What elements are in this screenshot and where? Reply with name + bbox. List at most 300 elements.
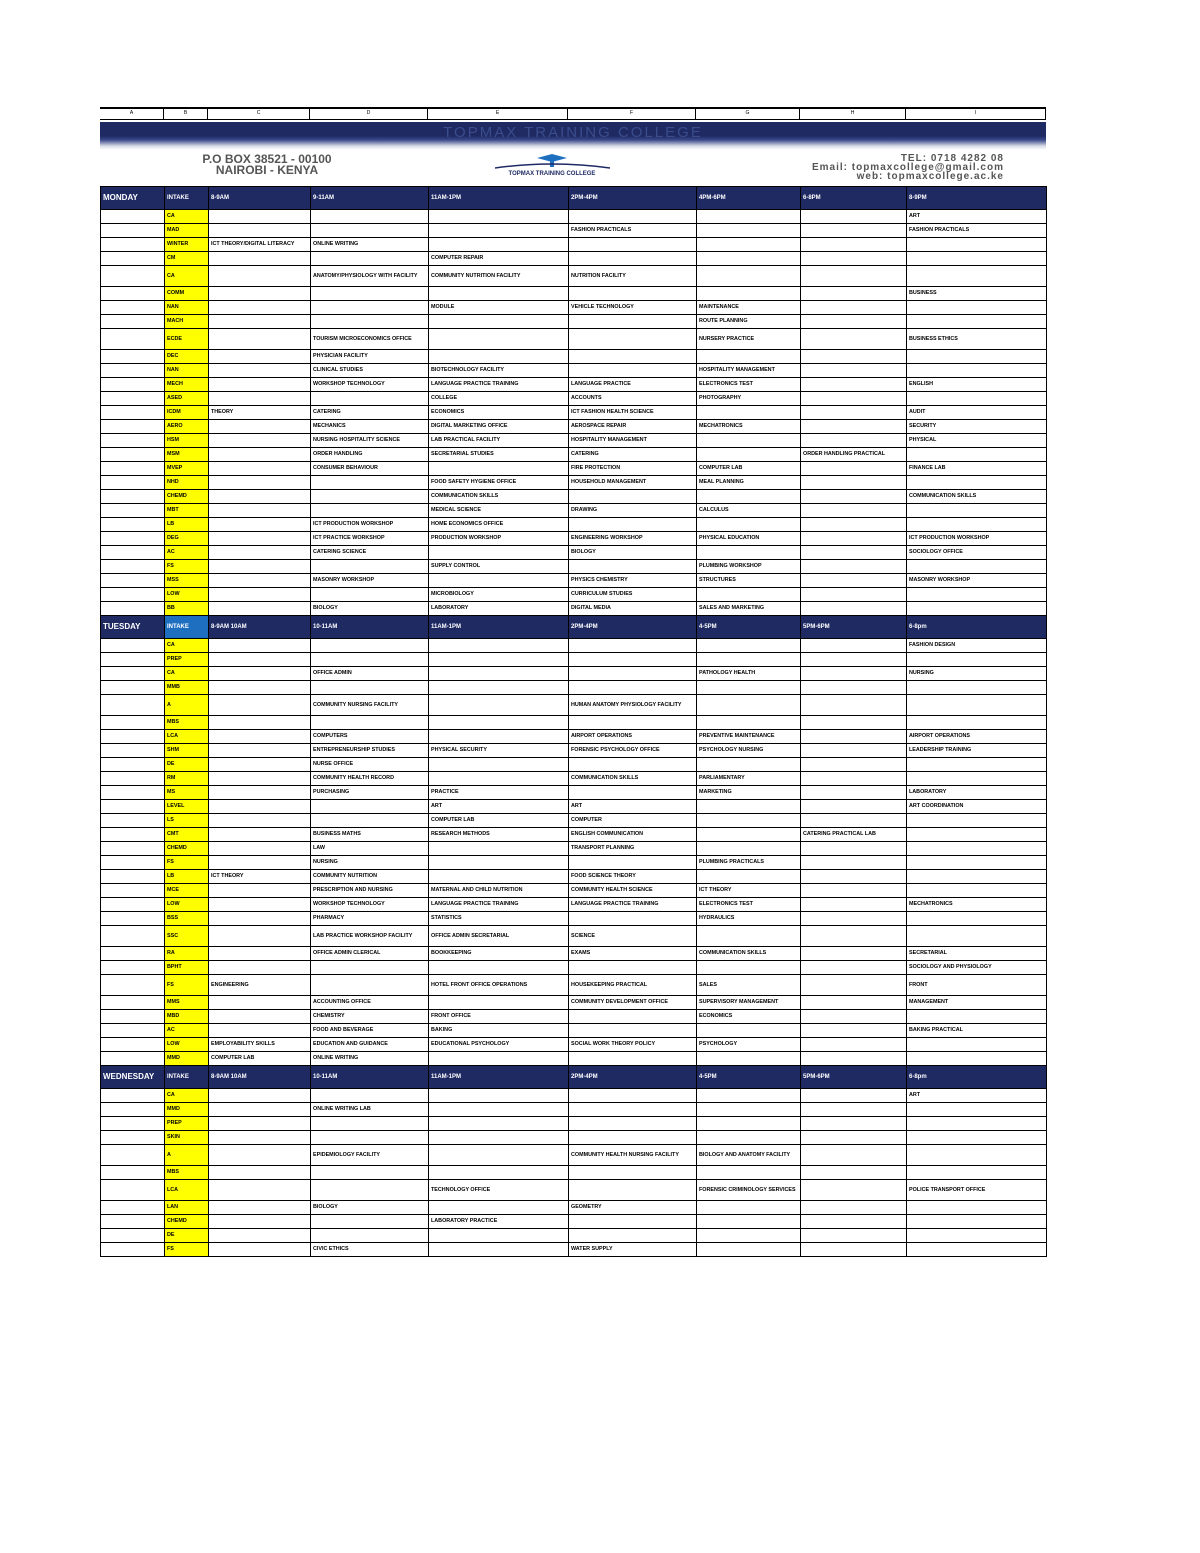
intake-code: PREP [165, 653, 209, 667]
day-header-row [101, 187, 1047, 210]
class-cell [801, 350, 907, 364]
timetable-row [101, 420, 1047, 434]
class-cell: ICT PRODUCTION WORKSHOP [311, 518, 429, 532]
timetable-row [101, 926, 1047, 947]
day-cell [101, 996, 165, 1010]
class-cell [209, 1089, 311, 1103]
class-cell [429, 870, 569, 884]
class-cell: MECHATRONICS [907, 898, 1047, 912]
class-cell: ELECTRONICS TEST [697, 898, 801, 912]
timetable-row [101, 1010, 1047, 1024]
intake-code: ASED [165, 392, 209, 406]
class-cell [697, 224, 801, 238]
class-cell [311, 490, 429, 504]
day-cell [101, 588, 165, 602]
day-cell [101, 434, 165, 448]
class-cell [697, 266, 801, 287]
class-cell [697, 448, 801, 462]
class-cell: DIGITAL MEDIA [569, 602, 697, 616]
day-cell [101, 695, 165, 716]
class-cell [801, 1038, 907, 1052]
intake-code: CA [165, 266, 209, 287]
class-cell: HOSPITALITY MANAGEMENT [697, 364, 801, 378]
class-cell [697, 1131, 801, 1145]
class-cell [801, 560, 907, 574]
class-cell [907, 758, 1047, 772]
day-cell [101, 420, 165, 434]
class-cell: MECHANICS [311, 420, 429, 434]
class-cell: LAB PRACTICE WORKSHOP FACILITY [311, 926, 429, 947]
class-cell: HYDRAULICS [697, 912, 801, 926]
class-cell [801, 434, 907, 448]
banner-title: TOPMAX TRAINING COLLEGE [443, 124, 703, 141]
class-cell [697, 287, 801, 301]
day-cell [101, 786, 165, 800]
class-cell [569, 560, 697, 574]
day-cell [101, 224, 165, 238]
class-cell [907, 814, 1047, 828]
class-cell [429, 350, 569, 364]
class-cell [429, 1243, 569, 1257]
intake-code: CA [165, 639, 209, 653]
class-cell: SCIENCE [569, 926, 697, 947]
day-cell [101, 828, 165, 842]
class-cell [569, 716, 697, 730]
class-cell [569, 961, 697, 975]
time-slot-header: 2PM-4PM [569, 187, 697, 210]
day-cell [101, 884, 165, 898]
intake-code: FS [165, 560, 209, 574]
class-cell [209, 716, 311, 730]
class-cell [801, 786, 907, 800]
class-cell [429, 1117, 569, 1131]
intake-code: CMT [165, 828, 209, 842]
class-cell: CLINICAL STUDIES [311, 364, 429, 378]
intake-code: LOW [165, 1038, 209, 1052]
class-cell: MATERNAL AND CHILD NUTRITION [429, 884, 569, 898]
class-cell [801, 639, 907, 653]
class-cell: HOUSEKEEPING PRACTICAL [569, 975, 697, 996]
class-cell [209, 350, 311, 364]
class-cell [569, 681, 697, 695]
intake-code: NHD [165, 476, 209, 490]
class-cell: SUPERVISORY MANAGEMENT [697, 996, 801, 1010]
class-cell [209, 695, 311, 716]
time-slot-header: 8-9AM 10AM [209, 616, 311, 639]
class-cell: OFFICE ADMIN SECRETARIAL [429, 926, 569, 947]
class-cell [801, 716, 907, 730]
class-cell [801, 602, 907, 616]
class-cell [907, 1117, 1047, 1131]
intake-code: NAN [165, 364, 209, 378]
class-cell [907, 504, 1047, 518]
class-cell: COMMUNITY NURSING FACILITY [311, 695, 429, 716]
day-cell [101, 681, 165, 695]
class-cell: NURSING [311, 856, 429, 870]
class-cell: ROUTE PLANNING [697, 315, 801, 329]
intake-code: ICDM [165, 406, 209, 420]
class-cell [907, 315, 1047, 329]
class-cell [697, 961, 801, 975]
class-cell: THEORY [209, 406, 311, 420]
column-letter: G [696, 109, 800, 119]
class-cell [697, 1117, 801, 1131]
class-cell: MASONRY WORKSHOP [907, 574, 1047, 588]
timetable [100, 186, 1047, 1257]
class-cell [209, 504, 311, 518]
class-cell [801, 532, 907, 546]
class-cell [209, 772, 311, 786]
intake-code: LCA [165, 1180, 209, 1201]
intake-code: MMD [165, 1103, 209, 1117]
class-cell: WATER SUPPLY [569, 1243, 697, 1257]
class-cell: CHEMISTRY [311, 1010, 429, 1024]
class-cell: PRACTICE [429, 786, 569, 800]
intake-code: MBS [165, 716, 209, 730]
class-cell [801, 681, 907, 695]
class-cell [311, 1117, 429, 1131]
class-cell [569, 252, 697, 266]
timetable-row [101, 588, 1047, 602]
class-cell [697, 434, 801, 448]
time-slot-header: 4-5PM [697, 1066, 801, 1089]
class-cell: BIOLOGY [311, 1201, 429, 1215]
class-cell [907, 602, 1047, 616]
class-cell [311, 639, 429, 653]
day-cell [101, 1038, 165, 1052]
class-cell: COMPUTER [569, 814, 697, 828]
class-cell: ONLINE WRITING LAB [311, 1103, 429, 1117]
class-cell: ECONOMICS [429, 406, 569, 420]
class-cell [697, 1024, 801, 1038]
class-cell: HOSPITALITY MANAGEMENT [569, 434, 697, 448]
class-cell [801, 898, 907, 912]
class-cell: COMMUNITY HEALTH SCIENCE [569, 884, 697, 898]
class-cell: MEAL PLANNING [697, 476, 801, 490]
class-cell [209, 315, 311, 329]
timetable-row [101, 378, 1047, 392]
class-cell [429, 546, 569, 560]
class-cell [209, 996, 311, 1010]
class-cell: COMMUNICATION SKILLS [569, 772, 697, 786]
class-cell [569, 287, 697, 301]
intake-code: AERO [165, 420, 209, 434]
class-cell [801, 406, 907, 420]
time-slot-header: 8-9AM [209, 187, 311, 210]
timetable-row [101, 961, 1047, 975]
class-cell [429, 224, 569, 238]
class-cell [569, 1103, 697, 1117]
class-cell [209, 884, 311, 898]
class-cell [907, 1166, 1047, 1180]
class-cell: BOOKKEEPING [429, 947, 569, 961]
timetable-row [101, 392, 1047, 406]
class-cell [209, 828, 311, 842]
intake-code: MMS [165, 996, 209, 1010]
class-cell [801, 870, 907, 884]
intake-code: MCE [165, 884, 209, 898]
class-cell: COMMUNITY NUTRITION [311, 870, 429, 884]
class-cell [209, 532, 311, 546]
class-cell: ICT PRACTICE WORKSHOP [311, 532, 429, 546]
class-cell: LABORATORY [429, 602, 569, 616]
class-cell [801, 1103, 907, 1117]
class-cell [907, 518, 1047, 532]
class-cell [209, 1103, 311, 1117]
intake-code: CHEMD [165, 1215, 209, 1229]
class-cell: WORKSHOP TECHNOLOGY [311, 898, 429, 912]
class-cell [697, 546, 801, 560]
class-cell [907, 1131, 1047, 1145]
class-cell [907, 716, 1047, 730]
class-cell: HOTEL FRONT OFFICE OPERATIONS [429, 975, 569, 996]
class-cell: ONLINE WRITING [311, 1052, 429, 1066]
class-cell [697, 1166, 801, 1180]
class-cell [697, 758, 801, 772]
class-cell [801, 329, 907, 350]
intake-code: COMM [165, 287, 209, 301]
class-cell [209, 490, 311, 504]
class-cell: PREVENTIVE MAINTENANCE [697, 730, 801, 744]
class-cell [569, 1131, 697, 1145]
day-cell [101, 856, 165, 870]
class-cell [311, 315, 429, 329]
class-cell: COLLEGE [429, 392, 569, 406]
day-cell [101, 842, 165, 856]
day-cell [101, 1052, 165, 1066]
column-header-row [100, 107, 1046, 120]
class-cell: SOCIOLOGY AND PHYSIOLOGY [907, 961, 1047, 975]
class-cell: SALES AND MARKETING [697, 602, 801, 616]
class-cell [801, 392, 907, 406]
class-cell: PHYSICAL EDUCATION [697, 532, 801, 546]
class-cell [697, 1229, 801, 1243]
class-cell [429, 238, 569, 252]
timetable-row [101, 364, 1047, 378]
class-cell: CONSUMER BEHAVIOUR [311, 462, 429, 476]
class-cell [209, 1180, 311, 1201]
class-cell: BIOLOGY [569, 546, 697, 560]
svg-text:TOPMAX TRAINING COLLEGE: TOPMAX TRAINING COLLEGE [508, 171, 596, 177]
class-cell: CURRICULUM STUDIES [569, 588, 697, 602]
time-slot-header: 8-9PM [907, 187, 1047, 210]
class-cell [209, 434, 311, 448]
class-cell: FASHION PRACTICALS [569, 224, 697, 238]
class-cell [569, 518, 697, 532]
timetable-row [101, 210, 1047, 224]
intake-code: MBS [165, 1166, 209, 1180]
contact-block [100, 150, 1046, 186]
timetable-row [101, 800, 1047, 814]
intake-code: DE [165, 1229, 209, 1243]
timetable-sheet [100, 107, 1046, 1257]
time-slot-header: 4-5PM [697, 616, 801, 639]
intake-code: SSC [165, 926, 209, 947]
class-cell [801, 476, 907, 490]
class-cell [209, 462, 311, 476]
class-cell [801, 856, 907, 870]
timetable-row [101, 504, 1047, 518]
class-cell [429, 681, 569, 695]
day-cell [101, 1010, 165, 1024]
class-cell: SECRETARIAL [907, 947, 1047, 961]
class-cell: FOOD SAFETY HYGIENE OFFICE [429, 476, 569, 490]
timetable-row [101, 1038, 1047, 1052]
class-cell [209, 560, 311, 574]
class-cell: TOURISM MICROECONOMICS OFFICE [311, 329, 429, 350]
time-slot-header: 11AM-1PM [429, 187, 569, 210]
class-cell [209, 786, 311, 800]
class-cell: PHYSICS CHEMISTRY [569, 574, 697, 588]
class-cell: FINANCE LAB [907, 462, 1047, 476]
class-cell: STATISTICS [429, 912, 569, 926]
timetable-row [101, 1166, 1047, 1180]
class-cell: ICT PRODUCTION WORKSHOP [907, 532, 1047, 546]
timetable-row [101, 476, 1047, 490]
class-cell: ICT THEORY/DIGITAL LITERACY [209, 238, 311, 252]
class-cell [801, 1180, 907, 1201]
class-cell [801, 462, 907, 476]
class-cell [311, 975, 429, 996]
class-cell [907, 350, 1047, 364]
class-cell: COMPUTER LAB [429, 814, 569, 828]
intake-code: CM [165, 252, 209, 266]
class-cell: ONLINE WRITING [311, 238, 429, 252]
day-cell [101, 926, 165, 947]
class-cell [697, 238, 801, 252]
class-cell [907, 856, 1047, 870]
class-cell [907, 392, 1047, 406]
class-cell: COMPUTER LAB [697, 462, 801, 476]
timetable-row [101, 639, 1047, 653]
class-cell [907, 912, 1047, 926]
class-cell [209, 1215, 311, 1229]
class-cell [907, 1010, 1047, 1024]
day-cell [101, 406, 165, 420]
timetable-row [101, 1117, 1047, 1131]
intake-code: A [165, 1145, 209, 1166]
class-cell [907, 364, 1047, 378]
class-cell [429, 695, 569, 716]
class-cell [311, 1229, 429, 1243]
timetable-row [101, 786, 1047, 800]
class-cell: ART [569, 800, 697, 814]
timetable-row [101, 462, 1047, 476]
class-cell: VEHICLE TECHNOLOGY [569, 301, 697, 315]
class-cell [801, 1243, 907, 1257]
class-cell [801, 1117, 907, 1131]
class-cell [209, 252, 311, 266]
timetable-row [101, 667, 1047, 681]
day-cell [101, 602, 165, 616]
timetable-row [101, 329, 1047, 350]
class-cell [697, 1103, 801, 1117]
class-cell [569, 1010, 697, 1024]
class-cell: COMMUNICATION SKILLS [429, 490, 569, 504]
class-cell: COMMUNITY NUTRITION FACILITY [429, 266, 569, 287]
class-cell [311, 588, 429, 602]
class-cell [569, 490, 697, 504]
timetable-row [101, 287, 1047, 301]
class-cell: MAINTENANCE [697, 301, 801, 315]
class-cell: NURSING HOSPITALITY SCIENCE [311, 434, 429, 448]
class-cell [209, 1229, 311, 1243]
class-cell: FORENSIC CRIMINOLOGY SERVICES [697, 1180, 801, 1201]
class-cell: MASONRY WORKSHOP [311, 574, 429, 588]
class-cell [697, 639, 801, 653]
timetable-row [101, 1215, 1047, 1229]
class-cell: HOME ECONOMICS OFFICE [429, 518, 569, 532]
day-header-row [101, 616, 1047, 639]
timetable-row [101, 1131, 1047, 1145]
class-cell [697, 1201, 801, 1215]
class-cell [429, 653, 569, 667]
day-header-row [101, 1066, 1047, 1089]
day-cell [101, 518, 165, 532]
intake-code: LB [165, 870, 209, 884]
day-cell [101, 1180, 165, 1201]
time-slot-header: 2PM-4PM [569, 616, 697, 639]
class-cell [429, 996, 569, 1010]
class-cell: AUDIT [907, 406, 1047, 420]
class-cell: BIOLOGY [311, 602, 429, 616]
class-cell: HUMAN ANATOMY PHYSIOLOGY FACILITY [569, 695, 697, 716]
class-cell: FORENSIC PSYCHOLOGY OFFICE [569, 744, 697, 758]
class-cell: PHYSICAL [907, 434, 1047, 448]
class-cell [801, 842, 907, 856]
class-cell [429, 772, 569, 786]
intake-code: MMB [165, 681, 209, 695]
time-slot-header: 5PM-6PM [801, 616, 907, 639]
class-cell [801, 301, 907, 315]
class-cell: CALCULUS [697, 504, 801, 518]
intake-code: FS [165, 975, 209, 996]
class-cell: ACCOUNTS [569, 392, 697, 406]
timetable-row [101, 828, 1047, 842]
class-cell [209, 378, 311, 392]
timetable-row [101, 1089, 1047, 1103]
class-cell [697, 870, 801, 884]
class-cell [801, 1215, 907, 1229]
class-cell: AIRPORT OPERATIONS [569, 730, 697, 744]
class-cell [801, 730, 907, 744]
timetable-row [101, 266, 1047, 287]
class-cell: MECHATRONICS [697, 420, 801, 434]
class-cell: LANGUAGE PRACTICE TRAINING [429, 898, 569, 912]
day-cell [101, 350, 165, 364]
class-cell [209, 1243, 311, 1257]
day-cell [101, 378, 165, 392]
class-cell [429, 1103, 569, 1117]
class-cell: MANAGEMENT [907, 996, 1047, 1010]
phone-number: TEL: 0718 4282 08 [900, 153, 1004, 164]
day-cell [101, 476, 165, 490]
day-cell [101, 912, 165, 926]
college-banner [100, 122, 1046, 150]
intake-code: PREP [165, 1117, 209, 1131]
intake-code: RA [165, 947, 209, 961]
class-cell [569, 1052, 697, 1066]
timetable-row [101, 898, 1047, 912]
class-cell: ENGLISH COMMUNICATION [569, 828, 697, 842]
day-cell [101, 758, 165, 772]
class-cell [209, 448, 311, 462]
timetable-row [101, 490, 1047, 504]
class-cell: TECHNOLOGY OFFICE [429, 1180, 569, 1201]
class-cell [801, 588, 907, 602]
timetable-row [101, 758, 1047, 772]
class-cell: SALES [697, 975, 801, 996]
